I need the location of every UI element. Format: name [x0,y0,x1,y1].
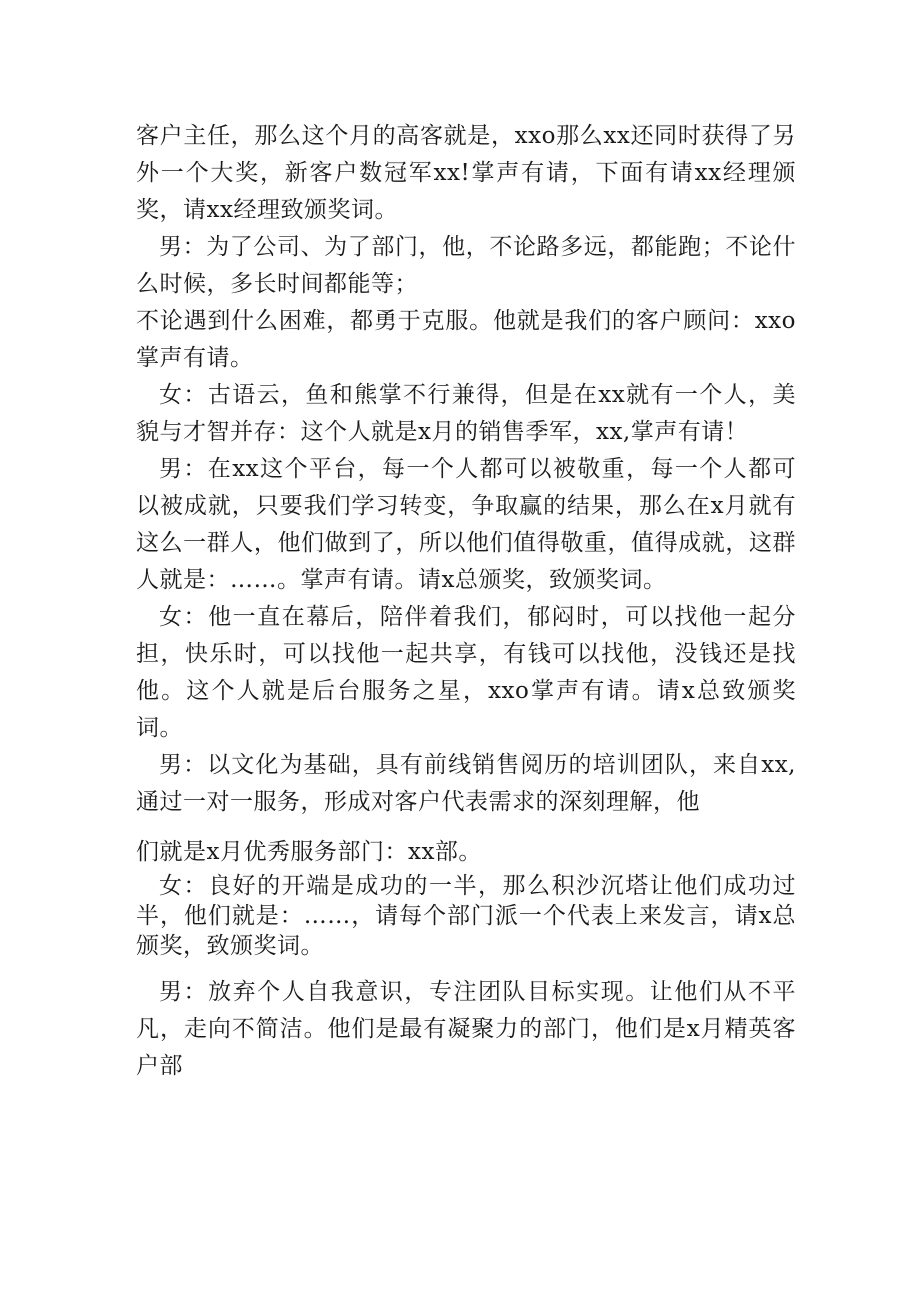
paragraph-5: 男：在xx这个平台，每一个人都可以被敬重，每一个人都可以被成就，只要我们学习转变，争取赢的结果，那么在x月就有这么一群人，他们做到了，所以他们值得敬重，值得成就，这群人就是：……。掌声有请。请x总颁奖，致颁奖词。 [136,456,796,593]
document-body [136,118,796,1085]
paragraph-10: 男：放弃个人自我意识，专注团队目标实现。让他们从不平凡，走向不简洁。他们是最有凝聚力的部门，他们是x月精英客户部 [136,979,796,1079]
paragraph-1: 客户主任，那么这个月的高客就是，xxo那么xx还同时获得了另外一个大奖，新客户数冠军xx!掌声有请，下面有请xx经理颁奖，请xx经理致颁奖词。 [136,123,796,223]
paragraph-7: 男：以文化为基础，具有前线销售阅历的培训团队，来自xx,通过一对一服务，形成对客户代表需求的深刻理解，他 [136,752,796,815]
paragraph-3: 不论遇到什么困难，都勇于克服。他就是我们的客户顾问：xxo掌声有请。 [136,308,796,371]
paragraph-6: 女：他一直在幕后，陪伴着我们，郁闷时，可以找他一起分担，快乐时，可以找他一起共享，有钱可以找他，没钱还是找他。这个人就是后台服务之星，xxo掌声有请。请x总致颁奖词。 [136,604,796,741]
paragraph-9: 女：良好的开端是成功的一半，那么积沙沉塔让他们成功过半，他们就是：……，请每个部门派一个代表上来发言，请x总颁奖，致颁奖词。 [136,873,796,959]
paragraph-2: 男：为了公司、为了部门，他，不论路多远，都能跑；不论什么时候，多长时间都能等； [136,234,796,297]
paragraph-8: 们就是x月优秀服务部门：xx部。 [136,839,482,865]
paragraph-4: 女：古语云，鱼和熊掌不行兼得，但是在xx就有一个人，美貌与才智并存：这个人就是x月的销售季军，xx,掌声有请！ [136,382,796,445]
